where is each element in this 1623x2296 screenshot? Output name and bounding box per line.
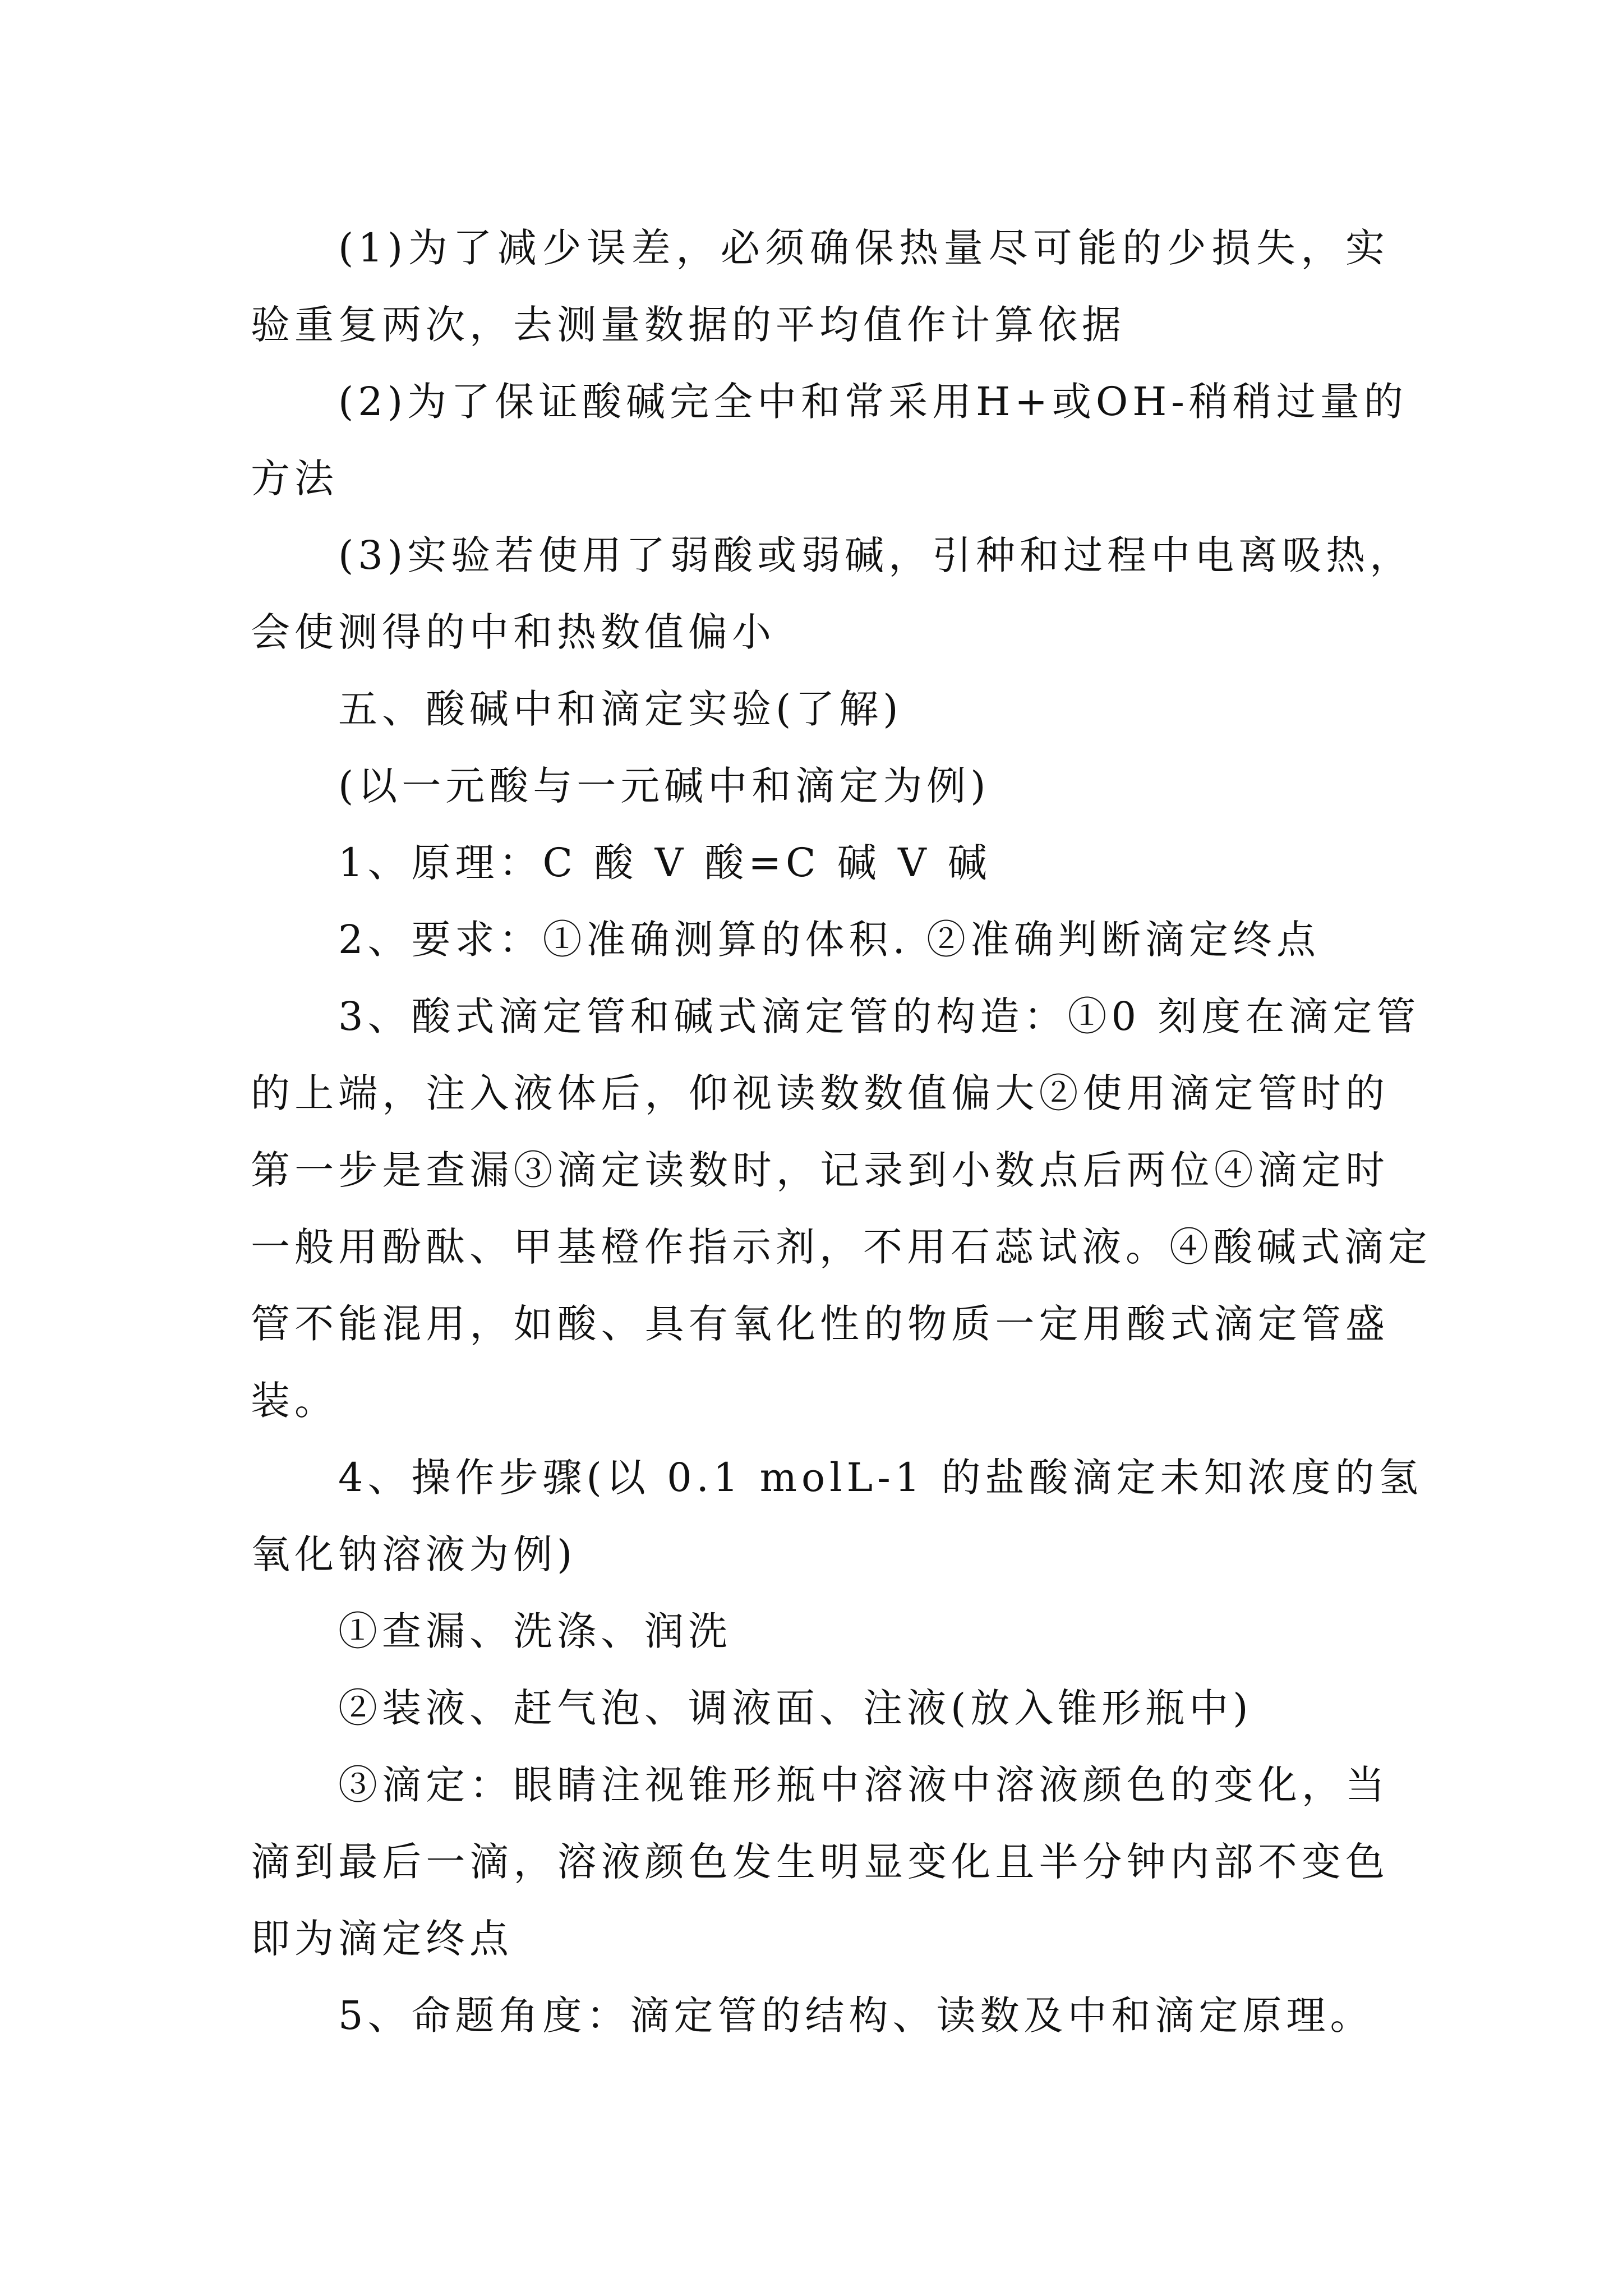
text-line: 的上端，注入液体后，仰视读数数值偏大②使用滴定管时的 — [251, 1070, 1389, 1116]
text-line: 2、要求：①准确测算的体积. ②准确判断滴定终点 — [338, 917, 1321, 963]
paragraph-point-1 — [251, 210, 1389, 364]
text-line: 3、酸式滴定管和碱式滴定管的构造：①0 刻度在滴定管 — [338, 993, 1421, 1039]
text-line: ②装液、赶气泡、调液面、注液(放入锥形瓶中) — [338, 1685, 1253, 1731]
text-line: 1、原理：C 酸 V 酸=C 碱 V 碱 — [338, 840, 992, 886]
text-line: 方法 — [251, 455, 338, 501]
paragraph-procedure — [251, 1439, 1423, 1593]
text-line: 即为滴定终点 — [251, 1916, 513, 1962]
text-line: (以一元酸与一元碱中和滴定为例) — [338, 763, 990, 809]
paragraph-point-2 — [251, 364, 1408, 517]
section-note — [251, 748, 1389, 825]
text-line: 5、命题角度：滴定管的结构、读数及中和滴定原理。 — [338, 1993, 1374, 2039]
text-line: 管不能混用，如酸、具有氧化性的物质一定用酸式滴定管盛 — [251, 1301, 1389, 1347]
text-line: 会使测得的中和热数值偏小 — [251, 609, 776, 655]
text-line: 滴到最后一滴，溶液颜色发生明显变化且半分钟内部不变色 — [251, 1839, 1389, 1885]
text-line: ①查漏、洗涤、润洗 — [338, 1608, 732, 1654]
text-line: 装。 — [251, 1378, 338, 1424]
text-line: 第一步是查漏③滴定读数时，记录到小数点后两位④滴定时 — [251, 1147, 1389, 1193]
text-line: 4、操作步骤(以 0.1 molL-1 的盐酸滴定未知浓度的氢 — [338, 1455, 1423, 1501]
document-page — [251, 210, 1432, 2054]
procedure-step-2 — [251, 1670, 1389, 1747]
text-line: ③滴定：眼睛注视锥形瓶中溶液中溶液颜色的变化，当 — [338, 1762, 1389, 1808]
text-line: 氧化钠溶液为例) — [251, 1531, 577, 1577]
text-line: (1)为了减少误差，必须确保热量尽可能的少损失，实 — [338, 225, 1389, 271]
text-line: 一般用酚酞、甲基橙作指示剂，不用石蕊试液。④酸碱式滴定 — [251, 1224, 1432, 1270]
heading-line: 五、酸碱中和滴定实验(了解) — [338, 686, 903, 732]
paragraph-burette-structure — [251, 978, 1432, 1439]
text-line: (3)实验若使用了弱酸或弱碱，引种和过程中电离吸热， — [338, 532, 1414, 578]
text-line: (2)为了保证酸碱完全中和常采用H+或OH-稍稍过量的 — [338, 379, 1408, 425]
paragraph-requirements — [251, 901, 1389, 978]
paragraph-principle — [251, 825, 1389, 901]
paragraph-exam-angle — [251, 1977, 1389, 2054]
procedure-step-1 — [251, 1593, 1389, 1670]
text-line: 验重复两次，去测量数据的平均值作计算依据 — [251, 302, 1126, 348]
section-heading — [251, 671, 1389, 748]
procedure-step-3 — [251, 1747, 1389, 1977]
paragraph-point-3 — [251, 517, 1414, 671]
